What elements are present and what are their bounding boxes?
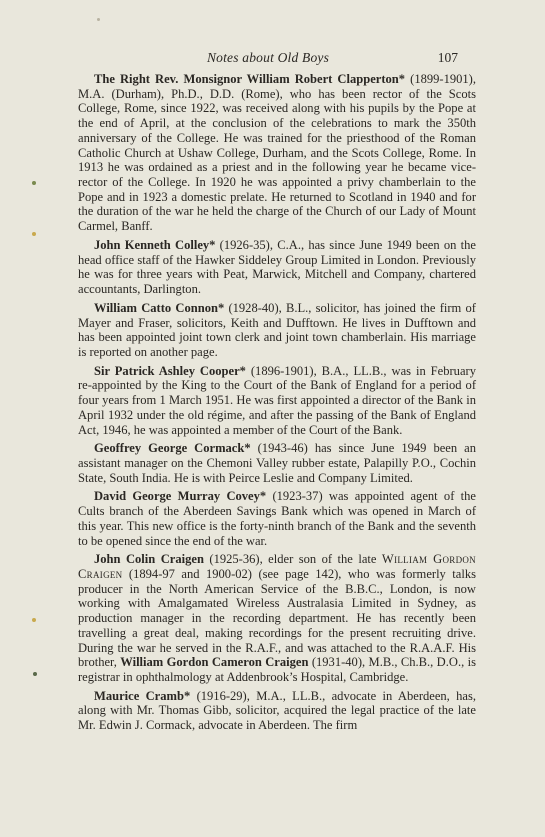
entry-cramb — [78, 689, 476, 733]
entry-covey — [78, 489, 476, 548]
entry-text: (1931-40), M.B., Ch.B., D.O., is registrar in ophthalmology at Addenbrook’s Hospital, Cambridge. — [78, 655, 476, 685]
entry-text: (1926-35), C.A., has since June 1949 been on the head office staff of the Hawker Siddeley Group Limited in London. Previously he was for three years with Peat, Marwick, Mitchell and Company, chartered accountants, Darlington. — [78, 237, 476, 297]
entry-name: William Catto Connon* — [94, 300, 225, 315]
entry-name: Sir Patrick Ashley Cooper* — [94, 363, 246, 378]
entry-name: John Colin Craigen — [94, 552, 204, 567]
entry-name: The Right Rev. Monsignor William Robert Clapperton* — [94, 72, 406, 86]
entry-name: Geoffrey George Cormack* — [94, 441, 251, 456]
page-header — [78, 50, 458, 70]
entry-cooper — [78, 364, 476, 438]
entry-colley — [78, 238, 476, 297]
margin-speck — [32, 618, 36, 622]
entry-name: Maurice Cramb* — [94, 688, 191, 703]
entry-clapperton — [78, 72, 476, 234]
entry-craigen — [78, 552, 476, 684]
entry-connon — [78, 301, 476, 360]
father-name: William Gordon Craigen — [78, 552, 476, 581]
entry-text: (1916-29), M.A., LL.B., advocate in Aberdeen, has, along with Mr. Thomas Gibb, solicitor, acquired the legal practice of the late Mr. Edwin J. Cormack, advocate in Aberdeen. The firm — [78, 688, 477, 733]
entry-text: (1899-1901), M.A. (Durham), Ph.D., D.D. (Rome), who has been rector of the Scots College, Rome, since 1922, was received along with his pupils by the Pope at the end of April, at the conclusion of the celebrations to mark the 350th anniversary of the College. He was trained for the priesthood of the Roman Catholic Church at Ushaw College, Durham, and the Scots College, Rome. In 1913 he was ordained as a priest and in the following year he became vice-rector of the College. In 1920 he was appointed a privy chamberlain to the Pope and in 1923 a domestic prelate. He returned to Scotland in 1940 and for the duration of the war he held the charge of the Church of our Lady of Mount Carmel, Banff. — [78, 72, 477, 234]
entry-text: (1925-36), elder son of the late — [203, 552, 382, 567]
margin-speck — [32, 181, 36, 185]
entry-cormack — [78, 441, 476, 485]
body-text — [78, 72, 476, 737]
entry-text: (1923-37) was appointed agent of the Cults branch of the Aberdeen Savings Bank which was opened in March of this year. This new office is the forty-ninth branch of the Bank and the seventh to be opened since the end of the war. — [78, 489, 476, 548]
entry-text: (1943-46) has since June 1949 been an assistant manager on the Chemoni Valley rubber estate, Palapilly P.O., Cochin State, South India. He is with Peirce Leslie and Company Limited. — [78, 441, 476, 485]
margin-speck — [32, 232, 36, 236]
entry-name: John Kenneth Colley* — [94, 237, 216, 252]
brother-name: William Gordon Cameron Craigen — [120, 655, 309, 670]
entry-name: David George Murray Covey* — [94, 489, 267, 504]
running-title: Notes about Old Boys — [206, 50, 330, 65]
margin-speck — [33, 672, 37, 676]
page-number: 107 — [437, 50, 458, 65]
entry-text: (1896-1901), B.A., LL.B., was in February re-appointed by the King to the Court of the Bank of England for a period of four years from 1 March 1951. He was first appointed a director of the Bank in April 1932 under the old régime, and after the passing of the Bank of England Act, 1946, he was appointed a member of the Court of the Bank. — [78, 363, 476, 437]
entry-text: (1894-97 and 1900-02) (see page 142), who was formerly talks producer in the North American Service of the B.B.C., London, is now working with Amalgamated Wireless Australasia Limited in Sydney, as production manager in the recording department. He has recently been travelling a great deal, making recordings for the present recruiting drive. During the war he served in the R.A.F., and was attached to the R.A.A.F. His brother, — [78, 567, 476, 670]
specks — [97, 18, 100, 21]
entry-text: (1928-40), B.L., solicitor, has joined the firm of Mayer and Fraser, solicitors, Keith and Dufftown. He lives in Dufftown and has been appointed joint town clerk and joint town chamberlain. His marriage is reported on another page. — [78, 300, 476, 359]
